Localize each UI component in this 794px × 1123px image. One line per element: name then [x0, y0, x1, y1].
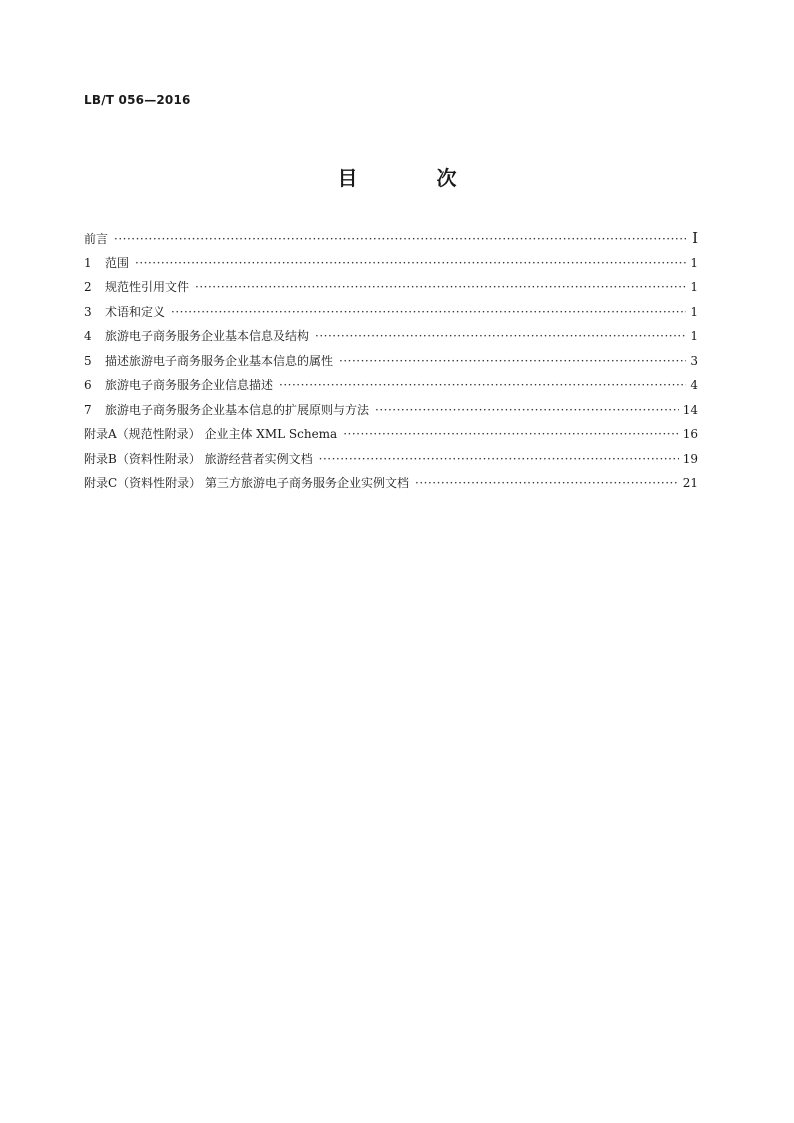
toc-entry-number: 1 [84, 255, 92, 270]
toc-entry-5[interactable] [84, 349, 698, 374]
toc-entry-number: 5 [84, 353, 92, 368]
toc-entry-label: 附录C（资料性附录） 第三方旅游电子商务服务企业实例文档 [84, 476, 409, 490]
toc-leader-dots [339, 349, 686, 374]
toc-entry-page: 1 [690, 255, 698, 270]
toc-entry-appendix-a[interactable] [84, 422, 698, 447]
toc-entry-label: 前言 [84, 232, 109, 246]
toc-entry-page: 14 [682, 402, 698, 417]
toc-entry-6[interactable] [84, 373, 698, 398]
toc-leader-dots [315, 324, 686, 349]
toc-entry-label: 范围 [105, 255, 130, 270]
toc-entry-3[interactable] [84, 300, 698, 325]
toc-entry-number: 6 [84, 378, 92, 392]
toc-entry-label: 描述旅游电子商务服务企业基本信息的属性 [105, 353, 334, 368]
toc-entry-label: 旅游电子商务服务企业基本信息及结构 [105, 329, 310, 343]
toc-entry-foreword[interactable] [84, 226, 698, 251]
toc-entry-2[interactable] [84, 275, 698, 300]
toc-entry-page: 19 [682, 451, 698, 466]
toc-leader-dots [114, 227, 686, 252]
toc-list [84, 226, 698, 496]
toc-entry-page: 1 [690, 304, 698, 319]
toc-leader-dots [279, 373, 686, 398]
toc-entry-number: 3 [84, 304, 92, 319]
toc-leader-dots [171, 300, 686, 325]
toc-entry-page: 16 [682, 427, 698, 441]
toc-entry-page: 3 [690, 353, 698, 368]
toc-leader-dots [135, 251, 686, 276]
toc-entry-label: 附录B（资料性附录） 旅游经营者实例文档 [84, 451, 313, 466]
toc-entry-appendix-c[interactable] [84, 471, 698, 496]
toc-entry-label: 旅游电子商务服务企业基本信息的扩展原则与方法 [105, 402, 370, 417]
toc-entry-1[interactable] [84, 251, 698, 276]
document-code-header: LB/T 056—2016 [84, 93, 191, 107]
toc-entry-appendix-b[interactable] [84, 447, 698, 472]
toc-entry-page: 4 [690, 378, 698, 392]
toc-leader-dots [195, 275, 686, 300]
toc-entry-number: 2 [84, 280, 92, 294]
toc-entry-page: 21 [682, 476, 698, 490]
toc-entry-label: 旅游电子商务服务企业信息描述 [105, 378, 274, 392]
toc-leader-dots [415, 471, 679, 496]
toc-entry-number: 7 [84, 402, 92, 417]
toc-entry-7[interactable] [84, 398, 698, 423]
toc-entry-page: 1 [690, 280, 698, 294]
toc-entry-label: 附录A（规范性附录） 企业主体 XML Schema [84, 427, 338, 441]
toc-entry-4[interactable] [84, 324, 698, 349]
toc-entry-label: 规范性引用文件 [105, 280, 190, 294]
toc-entry-page: 1 [690, 329, 698, 343]
toc-leader-dots [375, 398, 679, 423]
toc-entry-label: 术语和定义 [105, 304, 166, 319]
toc-leader-dots [343, 422, 679, 447]
toc-title: 目 次 [337, 166, 493, 190]
toc-leader-dots [319, 447, 679, 472]
toc-entry-page: I [692, 229, 698, 247]
toc-entry-number: 4 [84, 329, 92, 343]
